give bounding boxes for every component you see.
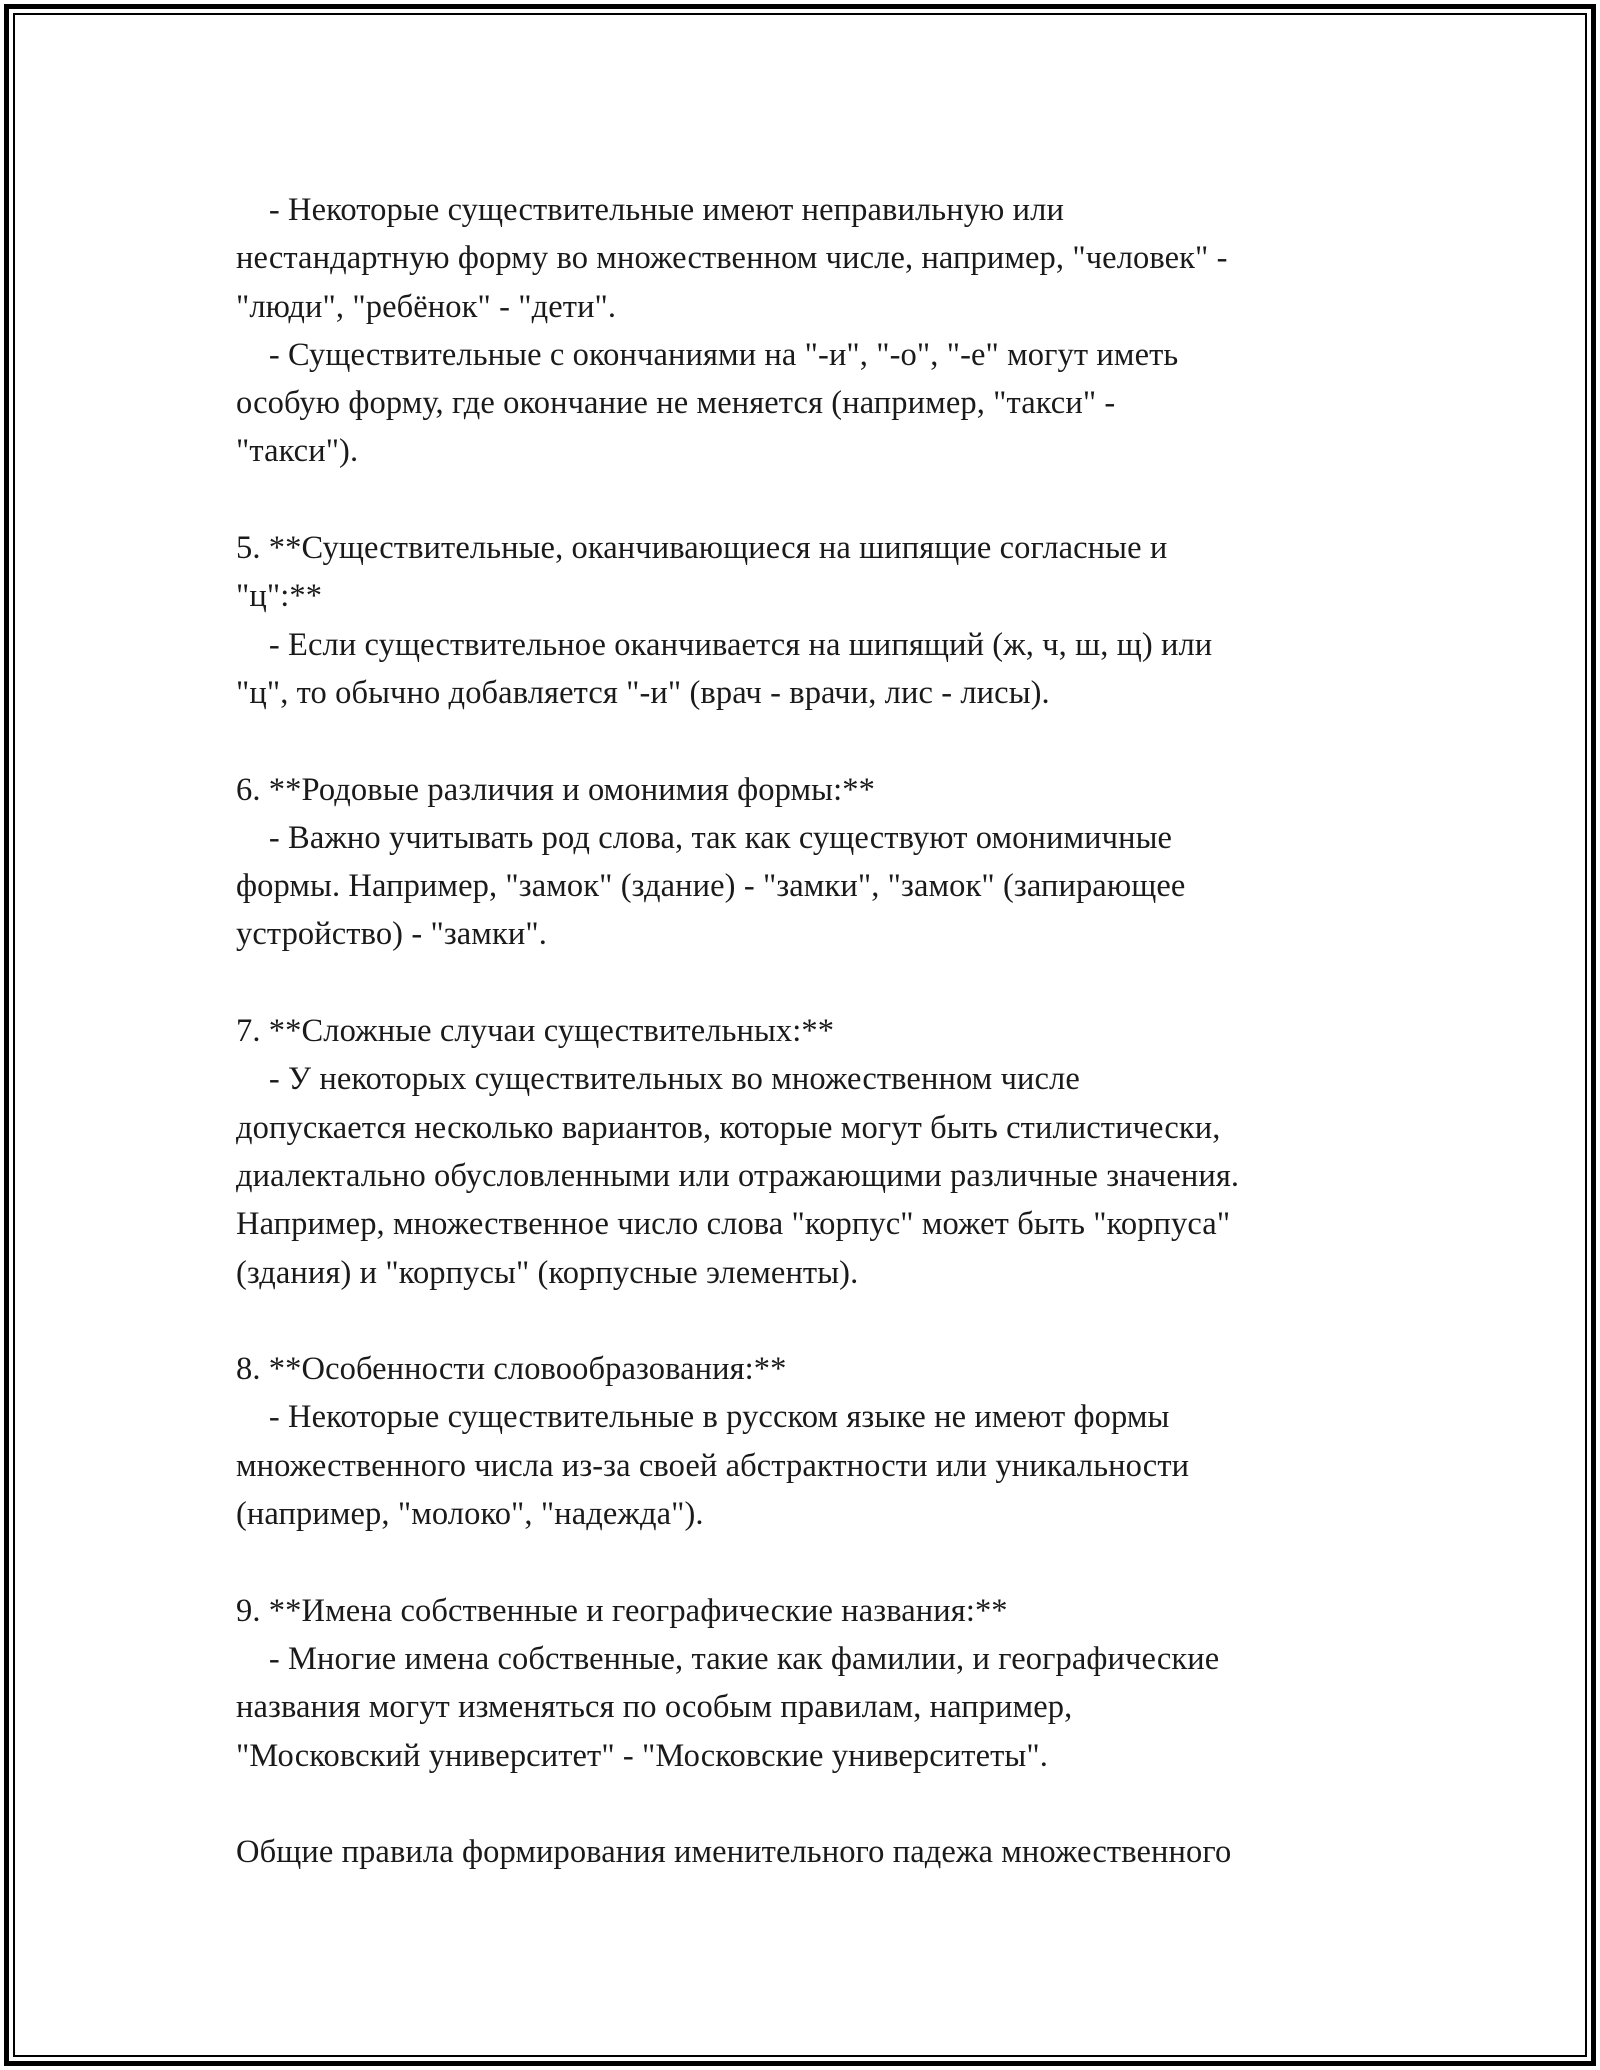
section-heading: 7. **Сложные случаи существительных:** (236, 1013, 835, 1050)
text-line: устройство) - "замки". (236, 916, 547, 953)
text-line: - Важно учитывать род слова, так как существуют омонимичные (236, 819, 1173, 856)
paragraph-spacer (236, 1538, 1396, 1586)
text-line: названия могут изменяться по особым правилам, например, (236, 1689, 1073, 1726)
section-heading: 8. **Особенности словообразования:** (236, 1351, 787, 1388)
text-line: - Если существительное оканчивается на шипящий (ж, ч, ш, щ) или (236, 626, 1213, 663)
text-line: - Некоторые существительные в русском языке не имеют формы (236, 1399, 1170, 1436)
text-line: - Некоторые существительные имеют неправильную или (236, 192, 1064, 228)
text-line: - У некоторых существительных во множественном числе (236, 1061, 1080, 1098)
text-line: Общие правила формирования именительного падежа множественного (236, 1834, 1232, 1871)
paragraph-spacer (236, 476, 1396, 524)
paragraph-section-9 (236, 1587, 1396, 1780)
paragraph-section-8 (236, 1345, 1396, 1538)
section-heading: 5. **Существительные, оканчивающиеся на шипящие согласные и (236, 530, 1168, 567)
section-heading: 9. **Имена собственные и географические названия:** (236, 1592, 1008, 1629)
text-line: нестандартную форму во множественном числе, например, "человек" - (236, 240, 1228, 277)
paragraph-spacer (236, 1297, 1396, 1345)
text-line: (здания) и "корпусы" (корпусные элементы). (236, 1254, 859, 1291)
text-line: особую форму, где окончание не меняется (например, "такси" - (236, 385, 1116, 422)
text-line: (например, "молоко", "надежда"). (236, 1496, 704, 1533)
paragraph-intro-irregular-plural (236, 186, 1396, 476)
section-heading: 6. **Родовые различия и омонимия формы:** (236, 771, 875, 808)
text-line: Например, множественное число слова "корпус" может быть "корпуса" (236, 1206, 1231, 1243)
paragraph-spacer (236, 1780, 1396, 1828)
text-line: - Многие имена собственные, такие как фамилии, и географические (236, 1640, 1220, 1677)
text-line: - Существительные с окончаниями на "-и", "-о", "-е" могут иметь (236, 336, 1179, 373)
paragraph-spacer (236, 717, 1396, 765)
paragraph-section-6 (236, 766, 1396, 959)
text-line: "ц", то обычно добавляется "-и" (врач - врачи, лис - лисы). (236, 674, 1050, 711)
text-line: "люди", "ребёнок" - "дети". (236, 288, 617, 325)
text-line: "такси"). (236, 433, 359, 470)
section-heading: "ц":** (236, 578, 323, 615)
text-line: формы. Например, "замок" (здание) - "замки", "замок" (запирающее (236, 868, 1186, 905)
paragraph-spacer (236, 959, 1396, 1007)
paragraph-closing (236, 1828, 1396, 1876)
text-line: "Московский университет" - "Московские университеты". (236, 1737, 1048, 1774)
paragraph-section-7 (236, 1007, 1396, 1297)
paragraph-section-5 (236, 524, 1396, 717)
text-line: множественного числа из-за своей абстрактности или уникальности (236, 1447, 1190, 1484)
document-body (236, 186, 1396, 1876)
text-line: диалектально обусловленными или отражающими различные значения. (236, 1157, 1240, 1194)
text-line: допускается несколько вариантов, которые могут быть стилистически, (236, 1109, 1221, 1146)
